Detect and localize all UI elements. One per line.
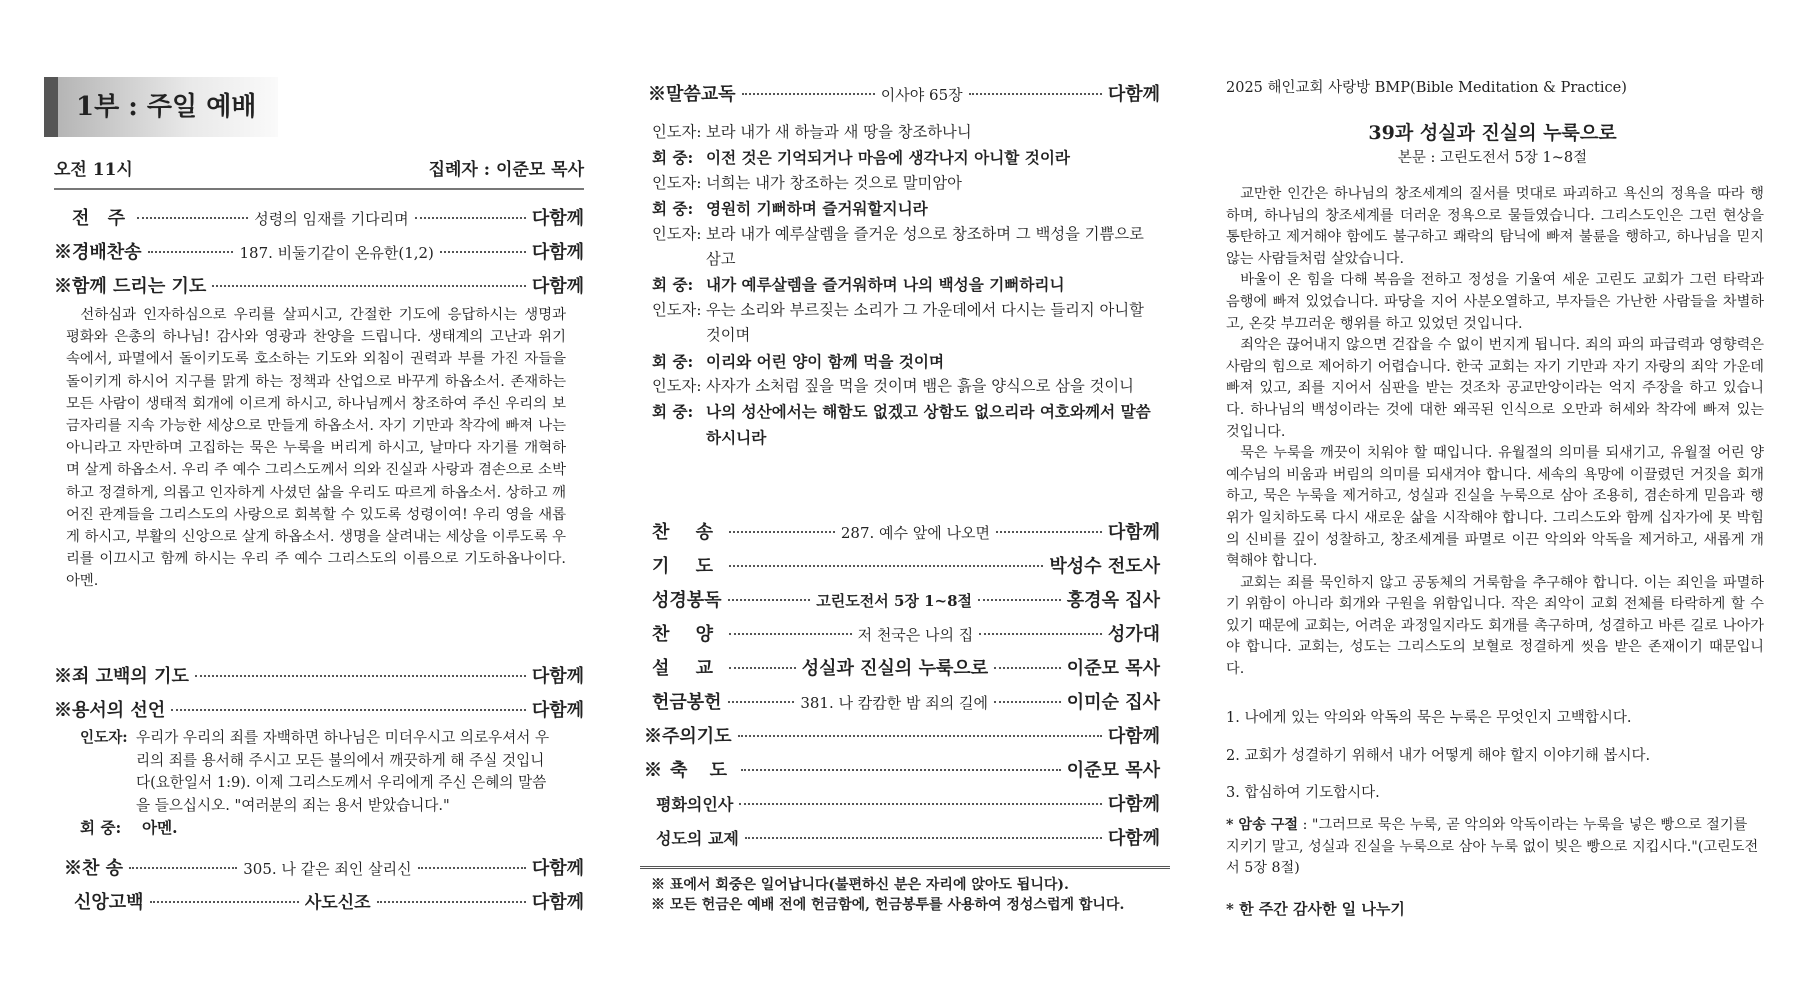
prayer-text: 선하심과 인자하심으로 우리를 살피시고, 간절한 기도에 응답하시는 생명과 평화와 은총의 하나님! 감사와 영광과 찬양을 드립니다. 생태계의 고난과 위기 속에서, 파멸에서 돌이키도록 호소하는 기도와 외침이 권력과 부를 가진 자들을 돌이키게 하시어 지구를 맑게 하는 정책과 산업으로 바꾸게 하옵소서. 존재하는 모든 사람이 생태적 회개에 이르게 하시고, 하나님께서 창조하여 주신 우리의 보금자리를 지속 가능한 세상으로 만들게 하옵소서. 자기 기만과 착각에 빠져 나는 아니라고 자만하며 고집하는 묵은 누룩을 버리게 하시고, 날마다 자기를 개혁하며 살게 하옵소서. 우리 주 예수 그리스도께서 의와 진실과 사랑과 겸손으로 소박하고 정결하게, 의롭고 인자하게 사셨던 삶을 우리도 따르게 하옵소서. 상하고 깨어진 관계들을 그리스도의 사랑으로 회복할 수 있도록 성령이여! 우리 영을 새롭게 하시고, 부활의 신앙으로 살게 하옵소서. 생명을 살려내는 세상을 이루도록 우리를 이끄시고 함께 하시는 우리 주 예수 그리스도의 이름으로 기도하옵나이다. 아멘. bbox=[66, 307, 566, 590]
order-item bbox=[652, 620, 1160, 646]
leader-dots bbox=[171, 709, 526, 711]
pardon-declaration bbox=[80, 727, 558, 840]
leader-dots bbox=[729, 667, 796, 669]
speaker-label: 인도자: bbox=[652, 377, 702, 396]
order-item-name: 전 주 bbox=[72, 208, 132, 229]
order-item-performer: 다함께 bbox=[1107, 726, 1160, 747]
speaker-label: 회 중: bbox=[652, 148, 694, 168]
speaker-label: 인도자: bbox=[652, 123, 702, 141]
order-item-detail: 이사야 65장 bbox=[880, 86, 963, 104]
order-item bbox=[652, 552, 1160, 578]
order-item-name: ※축 도 bbox=[644, 760, 736, 781]
leader-dots bbox=[729, 633, 852, 635]
reading-line bbox=[652, 171, 1160, 196]
reading-line bbox=[652, 349, 1160, 374]
order-item-performer: 이준모 목사 bbox=[1066, 658, 1160, 679]
lesson-paragraph: 묵은 누룩을 깨끗이 치워야 할 때입니다. 유월절의 의미를 되새기고, 유월절 어린 양 예수님의 비움과 버림의 의미를 되새겨야 합니다. 세속의 욕망에 이끌렸던 거짓을 회개하고, 묵은 누룩을 제거하고, 성실과 진실을 누룩으로 삼아 조용히, 겸손하게 믿음과 행위가 일치하도록 다시 새로운 삶을 시작해야 합니다. 그리스도와 함께 십자가에 못 박힘의 신비를 깊이 성찰하고, 창조세계를 파멸로 이끈 악의와 악독을 제거하고, 새롭게 개혁해야 합니다. bbox=[1226, 445, 1764, 570]
reading-line bbox=[652, 298, 1160, 349]
leader-dots bbox=[728, 599, 811, 601]
order-item bbox=[656, 790, 1160, 816]
service-leader: 집례자 : 이준모 목사 bbox=[428, 160, 584, 180]
speaker-label: 인도자: bbox=[652, 224, 702, 243]
order-item-performer: 성가대 bbox=[1107, 624, 1160, 645]
leader-dots bbox=[741, 769, 1061, 771]
order-item bbox=[652, 586, 1160, 612]
leader-dots bbox=[729, 531, 835, 533]
speaker-label: 회 중: bbox=[652, 402, 694, 422]
speaker-label: 인도자: bbox=[80, 729, 128, 746]
order-item bbox=[656, 824, 1160, 850]
reading-text: 나의 성산에서는 해함도 없겠고 상함도 없으리라 여호와께서 말씀하시니라 bbox=[706, 402, 1151, 447]
order-item-performer: 이미순 집사 bbox=[1066, 692, 1160, 713]
responsive-reading bbox=[652, 120, 1160, 450]
speaker-label: 회 중: bbox=[652, 351, 694, 371]
reading-text: 이리와 어린 양이 함께 먹을 것이며 bbox=[706, 351, 945, 371]
leader-dots bbox=[728, 701, 795, 703]
service-notes bbox=[651, 875, 1124, 915]
response-text: 아멘. bbox=[142, 818, 178, 837]
order-item-detail: 287. 예수 앞에 나오면 bbox=[840, 524, 991, 542]
order-item bbox=[652, 688, 1160, 714]
reading-line bbox=[652, 196, 1160, 221]
leader-dots bbox=[742, 93, 875, 95]
leader-dots bbox=[440, 251, 526, 253]
speaker-label: 회 중: bbox=[652, 199, 694, 219]
discussion-question: 1. 나에게 있는 악의와 악독의 묵은 누룩은 무엇인지 고백합시다. bbox=[1226, 710, 1632, 726]
memory-verse-label: * 암송 구절 bbox=[1226, 817, 1299, 833]
leader-dots bbox=[739, 803, 1102, 805]
leader-dots bbox=[212, 285, 526, 287]
leader-dots bbox=[418, 867, 526, 869]
lesson-paragraph: 바울이 온 힘을 다해 복음을 전하고 정성을 기울여 세운 고린도 교회가 그런 타락과 음행에 빠져 있었습니다. 파당을 지어 사분오열하고, 부자들은 가난한 사람들을 차별하고, 온갖 부끄러운 행위를 하고 있었던 것입니다. bbox=[1226, 272, 1764, 332]
leader-dots bbox=[729, 565, 1043, 567]
order-item-performer: 다함께 bbox=[531, 700, 584, 721]
order-item-detail: 187. 비둘기같이 온유한(1,2) bbox=[239, 244, 434, 262]
order-item-detail: 저 천국은 나의 집 bbox=[857, 626, 974, 644]
order-item-name: ※용서의 선언 bbox=[54, 700, 166, 721]
order-item-performer: 다함께 bbox=[531, 208, 584, 229]
order-item-performer: 다함께 bbox=[1107, 84, 1160, 105]
order-item-performer: 다함께 bbox=[1107, 522, 1161, 543]
leader-dots bbox=[129, 867, 237, 869]
thanksgiving-prompt: * 한 주간 감사한 일 나누기 bbox=[1226, 900, 1405, 918]
order-item bbox=[70, 204, 584, 230]
speaker-label: 회 중: bbox=[80, 818, 122, 837]
order-item-name: ※주의기도 bbox=[644, 726, 732, 747]
order-item-name: 찬 양 bbox=[652, 624, 724, 645]
note-line: ※ 표에서 회중은 일어납니다(불편하신 분은 자리에 앉아도 됩니다). bbox=[651, 877, 1069, 893]
lesson-paragraph: 죄악은 끊어내지 않으면 걷잡을 수 없이 번지게 됩니다. 죄의 파의 파급력과 영향력은 사람의 힘으로 제어하기 어렵습니다. 한국 교회는 자기 기만과 자기 자랑의 죄악 가운데 빠져 있고, 죄를 지어서 심판을 받는 것조차 공교만앙이라는 억지 주장을 하고 있습니다. 하나님의 백성이라는 것에 대한 왜곡된 인식으로 오만과 허세와 착각에 빠져 있는 것입니다. bbox=[1226, 337, 1764, 440]
divider bbox=[640, 866, 1170, 869]
leader-dots bbox=[738, 735, 1102, 737]
reading-text: 영원히 기뻐하며 즐거워할지니라 bbox=[706, 199, 928, 219]
speaker-label: 회 중: bbox=[652, 275, 694, 295]
order-item bbox=[64, 854, 584, 880]
order-item-detail: 381. 나 캄캄한 밤 죄의 길에 bbox=[800, 694, 988, 712]
leader-dots bbox=[969, 93, 1102, 95]
order-item-detail: 305. 나 같은 죄인 살리신 bbox=[243, 860, 412, 878]
order-item-detail: 고린도전서 5장 1~8절 bbox=[816, 592, 973, 610]
order-item-performer: 다함께 bbox=[1107, 794, 1160, 815]
leader-dots bbox=[195, 675, 526, 677]
order-item-name: ※함께 드리는 기도 bbox=[54, 276, 207, 297]
order-item bbox=[644, 756, 1160, 782]
study-header: 2025 해인교회 사랑방 BMP(Bible Meditation & Practice) bbox=[1226, 80, 1627, 96]
reading-text: 내가 예루살렘을 즐거워하며 나의 백성을 기뻐하리니 bbox=[706, 275, 1065, 295]
reading-text: 우는 소리와 부르짖는 소리가 그 가운데에서 다시는 들리지 아니할 것이며 bbox=[706, 300, 1144, 345]
order-item-name: ※죄 고백의 기도 bbox=[54, 666, 189, 687]
reading-line bbox=[652, 374, 1160, 399]
speaker-label: 인도자: bbox=[652, 300, 702, 319]
leader-dots bbox=[994, 667, 1061, 669]
speaker-label: 인도자: bbox=[652, 173, 702, 192]
lesson-paragraph: 교회는 죄를 묵인하지 않고 공동체의 거룩함을 추구해야 합니다. 이는 죄인을 파멸하기 위함이 아니라 회개와 구원을 위함입니다. 작은 죄악이 교회 전체를 타락하게 할 수 있기 때문에 교회는, 어려운 과정일지라도 회개를 촉구하며, 성결하고 바른 길로 나아가야 합니다. 교회는, 성도는 그리스도의 보혈로 정결하게 씻음 받은 존재이기 때문입니다. bbox=[1226, 574, 1764, 678]
order-item bbox=[54, 238, 584, 264]
reading-text: 보라 내가 예루살렘을 즐거운 성으로 창조하며 그 백성을 기쁨으로 삼고 bbox=[706, 224, 1144, 269]
reading-text: 사자가 소처럼 짚을 먹을 것이며 뱀은 흙을 양식으로 삼을 것이니 bbox=[706, 377, 1134, 396]
order-item bbox=[54, 662, 584, 688]
reading-text: 너희는 내가 창조하는 것으로 말미암아 bbox=[706, 173, 962, 192]
memory-verse bbox=[1226, 815, 1764, 880]
pardon-text: 우리가 우리의 죄를 자백하면 하나님은 미더우시고 의로우셔서 우리의 죄를 용서해 주시고 모든 불의에서 깨끗하게 해 주실 것입니다(요한일서 1:9). 이제 그리스도께서 우리에게 주신 은혜의 말씀을 들으십시오. "여러분의 죄는 용서 받았습니다." bbox=[136, 729, 550, 814]
reading-line bbox=[652, 399, 1160, 450]
sermon-title: 성실과 진실의 누룩으로 bbox=[801, 658, 989, 679]
order-item bbox=[54, 696, 584, 722]
part-title: 1부 : 주일 예배 bbox=[44, 77, 278, 137]
discussion-question: 3. 합심하여 기도합시다. bbox=[1226, 785, 1380, 801]
order-item bbox=[54, 272, 584, 298]
leader-dots bbox=[377, 901, 526, 903]
order-item-name: 성도의 교제 bbox=[656, 829, 739, 848]
leader-dots bbox=[996, 531, 1102, 533]
order-item-performer: 다함께 bbox=[531, 666, 584, 687]
order-item bbox=[652, 518, 1160, 544]
order-item-name: 설 교 bbox=[652, 658, 724, 679]
order-item-name: 성경봉독 bbox=[652, 590, 722, 611]
service-time: 오전 11시 bbox=[54, 160, 133, 180]
reading-line bbox=[652, 272, 1160, 297]
order-item-name: 기 도 bbox=[652, 556, 724, 577]
order-item-name: 신앙고백 bbox=[74, 892, 144, 913]
leader-dots bbox=[148, 251, 234, 253]
leader-dots bbox=[994, 701, 1061, 703]
reading-line bbox=[652, 145, 1160, 170]
lesson-paragraph: 교만한 인간은 하나님의 창조세계의 질서를 멋대로 파괴하고 욕신의 정욕을 따라 행하며, 하나님의 창조세계를 더러운 정욕으로 물들였습니다. 그리스도인은 그런 현상을 통탄하고 제거해야 함에도 불구하고 쾌락의 탐닉에 빠져 불륜을 행하고, 하나님을 믿지 않는 사람들처럼 살았습니다. bbox=[1226, 186, 1764, 267]
note-line: ※ 모든 헌금은 예배 전에 헌금함에, 헌금봉투를 사용하여 정성스럽게 합니다. bbox=[651, 897, 1125, 913]
order-item bbox=[74, 888, 584, 914]
order-item bbox=[644, 722, 1160, 748]
leader-dots bbox=[978, 599, 1061, 601]
order-item-name: 찬 송 bbox=[652, 522, 724, 543]
leader-dots bbox=[150, 901, 299, 903]
order-item-performer: 다함께 bbox=[531, 892, 584, 913]
order-item-name: ※찬 송 bbox=[64, 858, 124, 879]
leader-dots bbox=[745, 837, 1102, 839]
order-item-name: 헌금봉헌 bbox=[652, 692, 722, 713]
reading-text: 이전 것은 기억되거나 마음에 생각나지 아니할 것이라 bbox=[706, 148, 1070, 168]
order-item-name: ※말씀교독 bbox=[648, 84, 736, 105]
lesson-title: 39과 성실과 진실의 누룩으로 bbox=[1368, 122, 1617, 144]
reading-line bbox=[652, 120, 1160, 145]
order-item-performer: 이준모 목사 bbox=[1066, 760, 1160, 781]
order-item-performer: 다함께 bbox=[531, 858, 584, 879]
order-item-performer: 다함께 bbox=[531, 242, 584, 263]
reading-line bbox=[652, 222, 1160, 273]
order-item-performer: 박성수 전도사 bbox=[1049, 556, 1160, 577]
order-item bbox=[652, 654, 1160, 680]
order-item-performer: 홍경옥 집사 bbox=[1066, 590, 1161, 611]
common-prayer bbox=[66, 304, 566, 593]
order-item-name: ※경배찬송 bbox=[54, 242, 142, 263]
leader-dots bbox=[137, 217, 248, 219]
leader-dots bbox=[415, 217, 526, 219]
order-item-detail: 사도신조 bbox=[304, 893, 371, 913]
reading-text: 보라 내가 새 하늘과 새 땅을 창조하나니 bbox=[706, 123, 972, 141]
order-item bbox=[648, 80, 1160, 106]
order-item-name: 평화의인사 bbox=[656, 795, 734, 814]
lesson-body bbox=[1226, 184, 1764, 681]
order-item-performer: 다함께 bbox=[531, 276, 584, 297]
order-item-performer: 다함께 bbox=[1107, 828, 1160, 849]
service-time-row bbox=[54, 155, 584, 190]
lesson-scripture: 본문 : 고린도전서 5장 1~8절 bbox=[1397, 150, 1588, 166]
order-item-detail: 성령의 임재를 기다리며 bbox=[254, 210, 409, 228]
discussion-question: 2. 교회가 성결하기 위해서 내가 어떻게 해야 할지 이야기해 봅시다. bbox=[1226, 748, 1651, 764]
leader-dots bbox=[979, 633, 1102, 635]
memory-verse-text: : "그러므로 묵은 누룩, 곧 악의와 악독이라는 누룩을 넣은 빵으로 절기를 지키기 말고, 성실과 진실을 누룩으로 삼아 누룩 없이 빚은 빵으로 지킵시다."(고린도전서 5장 8절) bbox=[1226, 817, 1759, 877]
